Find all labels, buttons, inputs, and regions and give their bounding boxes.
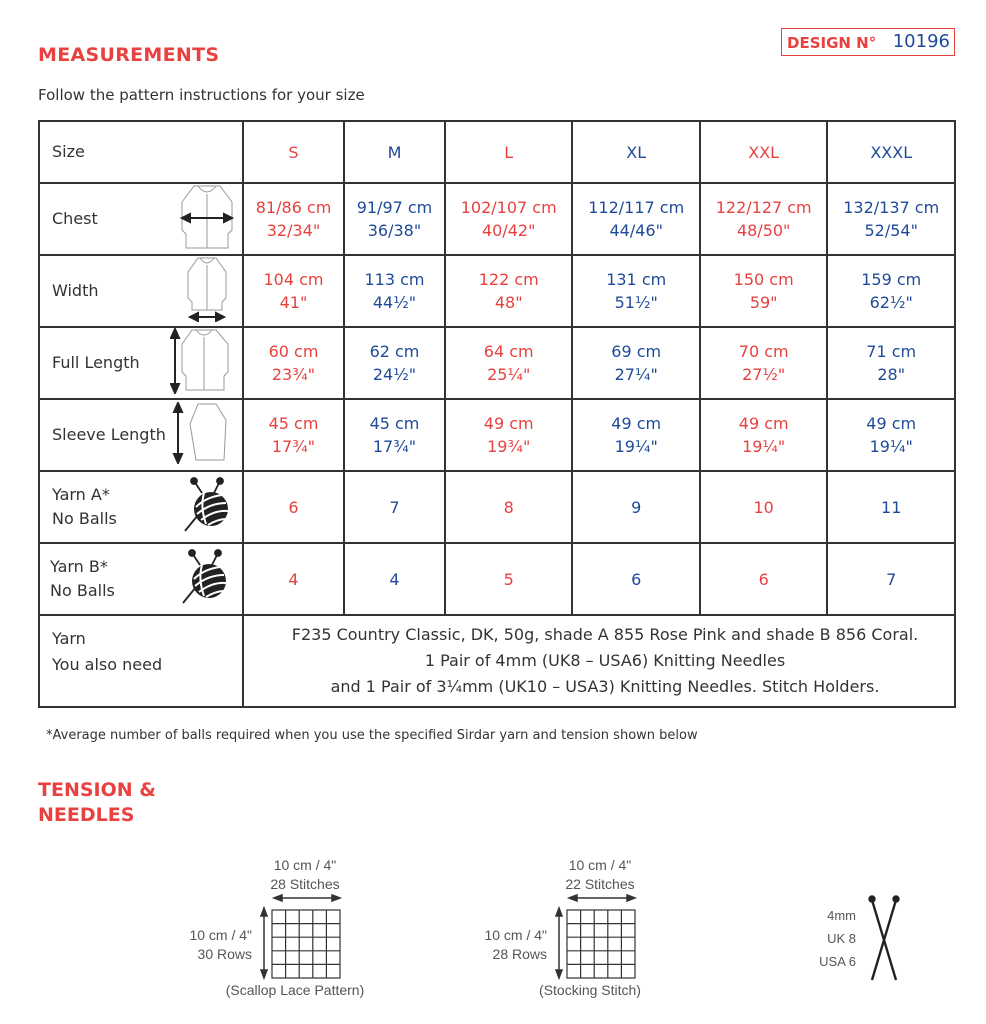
sleeve-xxxl [827, 399, 955, 471]
yarn-b-label [50, 555, 115, 603]
yarn-b-s: 4 [243, 543, 344, 615]
value-in: 27½" [742, 365, 786, 384]
value-in: 17¾" [372, 437, 417, 456]
value-cm: 104 cm [263, 270, 324, 289]
width-l [445, 255, 572, 327]
value-cm: 49 cm [611, 414, 662, 433]
needles-spec-2: and 1 Pair of 3¼mm (UK10 – USA3) Knitting Needles. Stitch Holders. [330, 677, 880, 696]
chest-row [39, 183, 955, 255]
value-in: 41" [279, 293, 308, 312]
value-in: 48/50" [736, 221, 791, 240]
value-cm: 159 cm [861, 270, 922, 289]
value-cm: 49 cm [738, 414, 789, 433]
chest-xxl [700, 183, 827, 255]
measurements-table [38, 120, 956, 708]
tension-heading-line1: TENSION & [38, 779, 156, 801]
value-cm: 150 cm [733, 270, 794, 289]
design-number: 10196 [892, 31, 950, 52]
value-in: 19¼" [869, 437, 913, 456]
yarn-a-s: 6 [243, 471, 344, 543]
value-in: 51½" [614, 293, 658, 312]
value-cm: 122/127 cm [715, 198, 812, 217]
size-label-cell [39, 121, 243, 183]
width-label-cell [39, 255, 243, 327]
footnote: *Average number of balls required when you use the specified Sirdar yarn and tension shown below [46, 728, 698, 743]
yarn-a-l: 8 [445, 471, 572, 543]
width-xl [572, 255, 699, 327]
yarn-b-row [39, 543, 955, 615]
needle-size-block [790, 880, 930, 990]
yarn-b-xxl: 6 [700, 543, 827, 615]
value-in: 62½" [869, 293, 913, 312]
requirements-row [39, 615, 955, 707]
tension-heading-line2: NEEDLES [38, 804, 135, 826]
knitting-needles-icon [866, 894, 902, 984]
subtitle: Follow the pattern instructions for your size [38, 86, 365, 104]
width-label: Width [52, 281, 99, 300]
yarn-b-balls-label: No Balls [50, 581, 115, 600]
yarn-b-name: Yarn B* [50, 557, 108, 576]
length-s [243, 327, 344, 399]
value-cm: 64 cm [483, 342, 534, 361]
gauge-caption: (Stocking Stitch) [539, 982, 641, 998]
yarn-ball-icon [182, 477, 232, 537]
sleeve-xxl [700, 399, 827, 471]
width-s [243, 255, 344, 327]
chest-m [344, 183, 445, 255]
value-cm: 113 cm [364, 270, 425, 289]
value-cm: 112/117 cm [588, 198, 685, 217]
requirements-label [52, 626, 162, 678]
sleeve-s [243, 399, 344, 471]
width-row [39, 255, 955, 327]
size-row [39, 121, 955, 183]
size-l: L [445, 121, 572, 183]
value-cm: 102/107 cm [460, 198, 557, 217]
yarn-spec: F235 Country Classic, DK, 50g, shade A 855 Rose Pink and shade B 856 Coral. [291, 625, 919, 644]
length-xxl [700, 327, 827, 399]
sleeve-xl [572, 399, 699, 471]
chest-xl [572, 183, 699, 255]
width-m [344, 255, 445, 327]
design-number-box [781, 28, 955, 56]
value-cm: 70 cm [738, 342, 789, 361]
requirements-text [243, 615, 955, 707]
value-cm: 122 cm [478, 270, 539, 289]
needle-usa: USA 6 [819, 954, 856, 969]
chest-label: Chest [52, 209, 98, 228]
value-in: 19¾" [487, 437, 531, 456]
needle-uk: UK 8 [827, 931, 856, 946]
yarn-ball-icon [180, 549, 230, 609]
value-cm: 91/97 cm [356, 198, 433, 217]
value-cm: 49 cm [866, 414, 917, 433]
value-in: 32/34" [266, 221, 321, 240]
width-xxl [700, 255, 827, 327]
tension-gauge-lace [170, 850, 410, 1010]
length-m [344, 327, 445, 399]
value-in: 40/42" [481, 221, 536, 240]
yarn-b-xl: 6 [572, 543, 699, 615]
needles-spec-1: 1 Pair of 4mm (UK8 – USA6) Knitting Needles [424, 651, 786, 670]
size-label: Size [52, 142, 85, 161]
yarn-a-xxl: 10 [700, 471, 827, 543]
chest-l [445, 183, 572, 255]
value-in: 19¼" [614, 437, 658, 456]
full-length-row [39, 327, 955, 399]
needle-mm: 4mm [827, 908, 856, 923]
value-in: 48" [494, 293, 523, 312]
sleeve-m [344, 399, 445, 471]
gauge-caption: (Scallop Lace Pattern) [225, 982, 365, 998]
value-cm: 132/137 cm [843, 198, 940, 217]
tension-heading [38, 778, 156, 828]
value-cm: 69 cm [611, 342, 662, 361]
size-m: M [344, 121, 445, 183]
yarn-b-l: 5 [445, 543, 572, 615]
design-label: DESIGN N° [787, 34, 877, 52]
value-in: 25¼" [487, 365, 531, 384]
measurements-heading: MEASUREMENTS [38, 44, 220, 66]
gauge-height-label: 10 cm / 4" [484, 927, 547, 943]
value-cm: 45 cm [268, 414, 319, 433]
yarn-label: Yarn [52, 629, 86, 648]
yarn-a-xxxl: 11 [827, 471, 955, 543]
gauge-height-label: 10 cm / 4" [189, 927, 252, 943]
chest-label-cell [39, 183, 243, 255]
yarn-a-name: Yarn A* [52, 485, 110, 504]
swatch-grid-icon [551, 890, 641, 980]
value-in: 24½" [372, 365, 417, 384]
value-cm: 81/86 cm [255, 198, 332, 217]
yarn-a-row [39, 471, 955, 543]
gauge-width-label: 10 cm / 4" [273, 857, 337, 873]
width-xxxl [827, 255, 955, 327]
chest-s [243, 183, 344, 255]
value-cm: 62 cm [369, 342, 420, 361]
value-in: 23¾" [271, 365, 316, 384]
value-cm: 49 cm [483, 414, 534, 433]
tension-gauge-stocking [465, 850, 705, 1010]
sleeve-length-icon [170, 402, 236, 468]
gauge-stitches: 22 Stitches [565, 876, 635, 892]
value-in: 52/54" [864, 221, 918, 240]
sleeve-length-row [39, 399, 955, 471]
size-xxl: XXL [700, 121, 827, 183]
length-xxxl [827, 327, 955, 399]
cardigan-width-icon [178, 256, 236, 326]
gauge-rows: 28 Rows [492, 946, 547, 962]
yarn-a-label [52, 483, 117, 531]
value-cm: 45 cm [369, 414, 420, 433]
value-in: 27¼" [614, 365, 658, 384]
value-in: 44½" [372, 293, 417, 312]
swatch-grid-icon [256, 890, 346, 980]
yarn-a-m: 7 [344, 471, 445, 543]
size-s: S [243, 121, 344, 183]
sleeve-length-label-cell [39, 399, 243, 471]
yarn-b-xxxl: 7 [827, 543, 955, 615]
value-in: 19¼" [742, 437, 786, 456]
cardigan-length-icon [170, 328, 236, 398]
yarn-b-label-cell [39, 543, 243, 615]
value-in: 17¾" [271, 437, 316, 456]
sleeve-length-label: Sleeve Length [52, 425, 166, 444]
yarn-a-xl: 9 [572, 471, 699, 543]
chest-xxxl [827, 183, 955, 255]
yarn-a-label-cell [39, 471, 243, 543]
value-in: 36/38" [367, 221, 422, 240]
yarn-a-balls-label: No Balls [52, 509, 117, 528]
cardigan-chest-icon [178, 184, 236, 254]
value-in: 28" [877, 365, 906, 384]
gauge-stitches: 28 Stitches [270, 876, 340, 892]
size-xxxl: XXXL [827, 121, 955, 183]
sleeve-l [445, 399, 572, 471]
yarn-b-m: 4 [344, 543, 445, 615]
value-cm: 60 cm [268, 342, 319, 361]
requirements-label-cell [39, 615, 243, 707]
you-also-need-label: You also need [52, 655, 163, 674]
value-cm: 131 cm [606, 270, 667, 289]
value-in: 44/46" [609, 221, 663, 240]
gauge-rows: 30 Rows [197, 946, 252, 962]
size-xl: XL [572, 121, 699, 183]
full-length-label: Full Length [52, 353, 140, 372]
length-l [445, 327, 572, 399]
length-xl [572, 327, 699, 399]
gauge-width-label: 10 cm / 4" [568, 857, 632, 873]
value-in: 59" [749, 293, 778, 312]
full-length-label-cell [39, 327, 243, 399]
value-cm: 71 cm [866, 342, 917, 361]
